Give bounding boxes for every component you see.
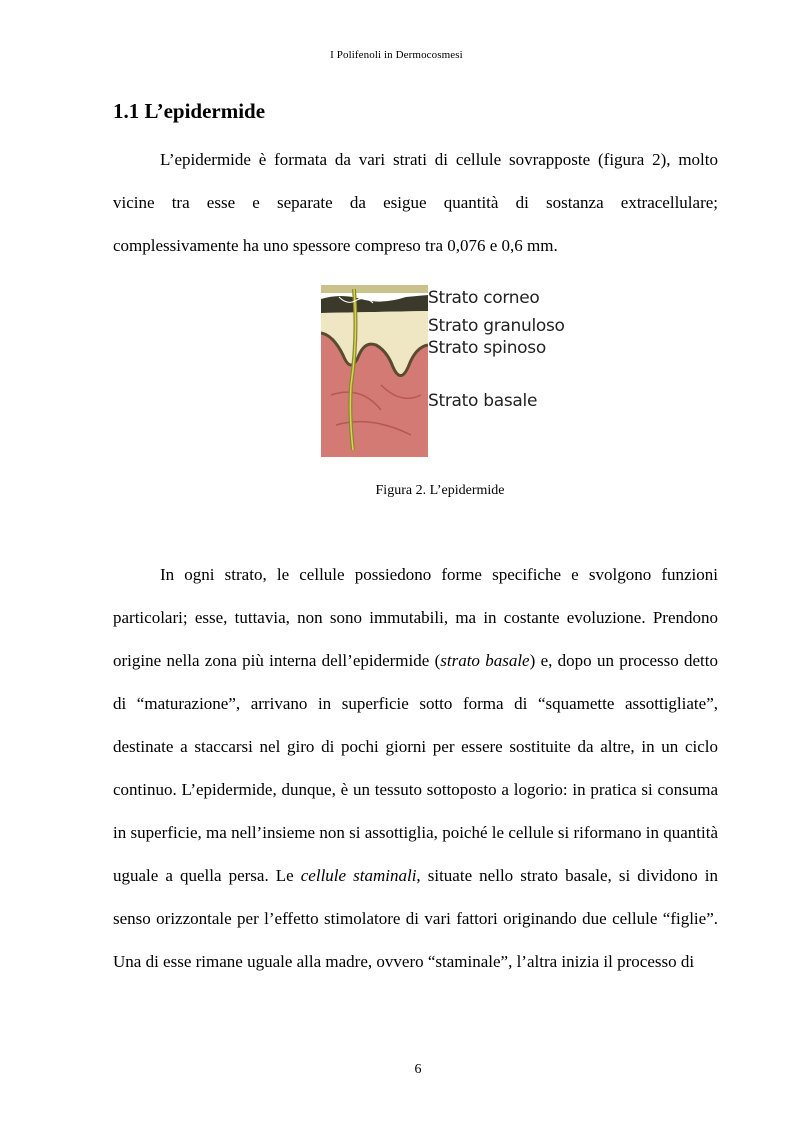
paragraph-layers-part2: ) e, dopo un processo detto di “maturazione”, arrivano in superficie sotto forma di “squamette assottigliate”, destinate a staccarsi nel giro di pochi giorni per essere sostituite da altre, in un ciclo continuo. L’epidermide, dunque, è un tessuto sottoposto a logorio: in pratica si consuma in superficie, ma nell’insieme non si assottiglia, poiché le cellule si riformano in quantità uguale a quella persa. Le [113, 651, 719, 885]
figure-caption: Figura 2. L’epidermide [375, 483, 505, 498]
paragraph-layers [113, 553, 718, 983]
epidermis-illustration [321, 285, 428, 457]
paragraph-intro-text: L’epidermide è formata da vari strati di cellule sovrapposte (figura 2), molto vicine tra esse e separate da esigue quantità di sostanza extracellulare; complessivamente ha uno spessore compreso tra 0,076 e 0,6 mm. [113, 150, 718, 255]
paragraph-layers-part1: In ogni strato, le cellule possiedono forme specifiche e svolgono funzioni particolari; esse, tuttavia, non sono immutabili, ma in costante evoluzione. Prendono origine nella zona più interna dell’epidermide ( [113, 565, 718, 670]
label-strato-basale: Strato basale [428, 391, 538, 411]
label-strato-granuloso: Strato granuloso [428, 316, 565, 336]
paragraph-intro [113, 138, 718, 267]
label-strato-spinoso: Strato spinoso [428, 338, 546, 358]
page-number: 6 [414, 1062, 422, 1077]
term-cellule-staminali: cellule staminali [300, 866, 417, 885]
epidermis-figure [321, 285, 565, 457]
term-strato-basale: strato basale [440, 651, 530, 670]
paragraph-layers-part3: , situate nello strato basale, si dividono in senso orizzontale per l’effetto stimolatore di vari fattori originando due cellule “figlie”. Una di esse rimane uguale alla madre, ovvero “staminale”, l’altra inizia il processo di [113, 866, 718, 971]
running-header: I Polifenoli in Dermocosmesi [330, 49, 463, 61]
label-strato-corneo: Strato corneo [428, 288, 540, 308]
section-heading: 1.1 L’epidermide [113, 99, 266, 123]
